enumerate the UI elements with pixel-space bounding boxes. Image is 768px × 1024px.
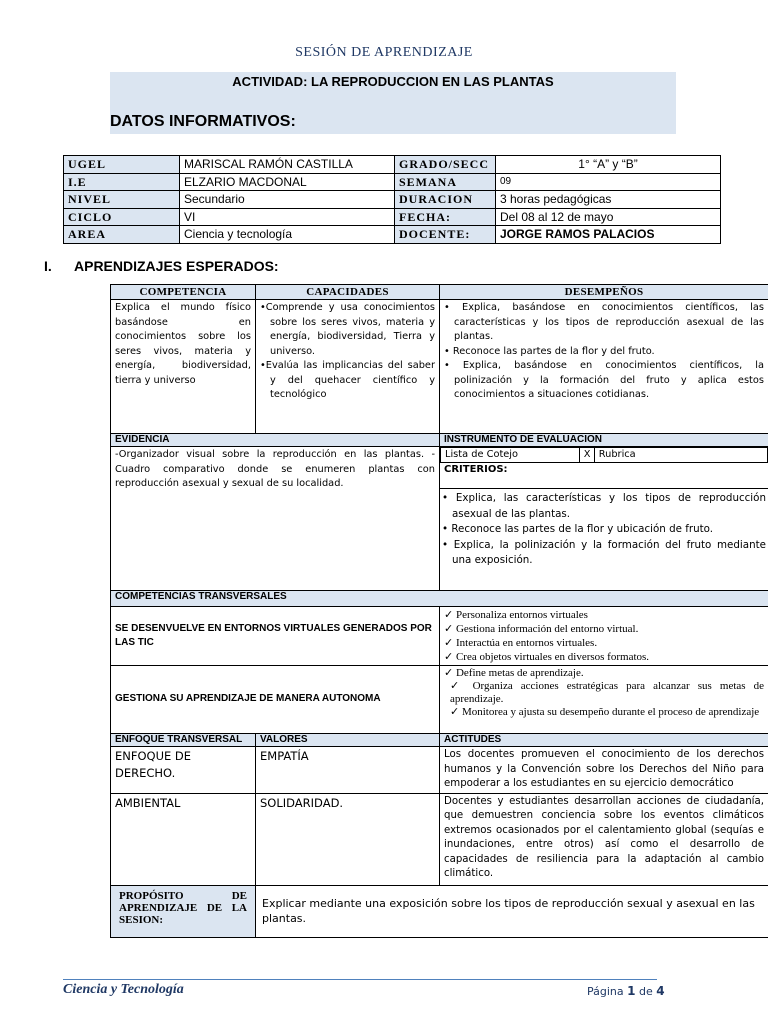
ciclo-label: CICLO xyxy=(64,208,180,226)
area-label: AREA xyxy=(64,226,180,244)
capacidad-text: Comprende y usa conocimientos sobre los seres vivos, materia y energía, biodiversidad, Tierra y universo. xyxy=(265,302,435,357)
datos-informativos-title: DATOS INFORMATIVOS: xyxy=(110,113,296,130)
section-number: I. xyxy=(44,258,52,274)
desempeno-item xyxy=(444,345,764,360)
current-page: 1 xyxy=(627,984,636,998)
bullet-icon: • xyxy=(444,345,450,357)
enfoque-row xyxy=(111,793,768,885)
competencia-header: COMPETENCIA xyxy=(111,285,256,300)
nivel-label: NIVEL xyxy=(64,191,180,209)
enfoque-header: ENFOQUE TRANSVERSAL xyxy=(111,734,256,747)
autonoma-title: GESTIONA SU APRENDIZAJE DE MANERA AUTONOMA xyxy=(111,666,440,734)
check-icon: ✓ xyxy=(444,667,454,679)
page-number xyxy=(587,984,665,998)
actitudes-header: ACTITUDES xyxy=(440,734,768,747)
aprendizajes-header-row xyxy=(111,285,768,300)
instrumento-header: INSTRUMENTO DE EVALUACION xyxy=(440,434,768,447)
autonoma-item-text: Monitorea y ajusta su desempeño durante el proceso de aprendizaje xyxy=(461,706,760,718)
proposito-row xyxy=(111,885,768,937)
check-icon: ✓ xyxy=(444,637,454,649)
tic-item xyxy=(444,650,764,664)
duracion-label: DURACION xyxy=(395,191,496,209)
aprendizajes-row xyxy=(111,300,768,434)
tic-item-text: Interactúa en entornos virtuales. xyxy=(455,637,598,649)
enfoque-actitud: Docentes y estudiantes desarrollan acciones de ciudadanía, que demuestren conciencia sobre los eventos climáticos extremos ocasionados por el calentamiento global (sequías e inundaciones, entre otros) así como el desarrollo de capacidades de resiliencia para la adaptación al cambio climático. xyxy=(440,793,768,885)
transversales-header-row xyxy=(111,591,768,607)
enfoque-row xyxy=(111,747,768,794)
enfoque-value: SOLIDARIDAD. xyxy=(256,793,440,885)
page-word: Página xyxy=(587,985,624,998)
check-icon: ✓ xyxy=(444,609,454,621)
evidencia-header-row xyxy=(111,434,768,447)
desempeno-text: Explica, basándose en conocimientos científicos, la polinización y la formación del fruto y aplica estos conocimientos a situaciones cotidianas. xyxy=(454,360,764,400)
of-word: de xyxy=(639,985,653,998)
info-row-ie xyxy=(64,173,721,191)
autonoma-item xyxy=(444,667,764,680)
criterio-item xyxy=(442,491,766,522)
total-pages: 4 xyxy=(656,984,665,998)
semana-value: 09 xyxy=(496,173,721,191)
desempeno-item xyxy=(444,359,764,403)
autonoma-items xyxy=(440,666,768,734)
autonoma-item xyxy=(444,706,764,719)
capacidad-text: Evalúa las implicancias del saber y del quehacer científico y tecnológico xyxy=(265,360,435,400)
autonoma-item-text: Define metas de aprendizaje. xyxy=(455,667,584,679)
desempeno-item xyxy=(444,301,764,345)
aprendizajes-table xyxy=(110,284,768,938)
rubrica: Rubrica xyxy=(594,448,767,463)
enfoque-actitud: Los docentes promueven el conocimiento de los derechos humanos y la Convención sobre los Derechos del Niño para empoderar a los estudiantes en su ejercicio democrático xyxy=(440,747,768,794)
session-title: SESIÓN DE APRENDIZAJE xyxy=(295,45,473,60)
info-table xyxy=(63,155,721,244)
activity-title: ACTIVIDAD: LA REPRODUCCION EN LAS PLANTAS xyxy=(232,74,554,89)
competencia-cell: Explica el mundo físico basándose en conocimientos sobre los seres vivos, materia y energía, biodiversidad, tierra y universo xyxy=(111,300,256,434)
instrumento-cell xyxy=(440,447,768,591)
info-row-ciclo xyxy=(64,208,721,226)
capacidad-item xyxy=(260,301,435,359)
check-icon: ✓ xyxy=(444,651,454,663)
tic-item-text: Personaliza entornos virtuales xyxy=(455,609,588,621)
fecha-value: Del 08 al 12 de mayo xyxy=(496,208,721,226)
bullet-icon: • xyxy=(442,523,449,535)
criterios-header: CRITERIOS: xyxy=(440,463,768,489)
lista-cotejo: Lista de Cotejo xyxy=(441,448,580,463)
criterio-text: Reconoce las partes de la flor y ubicación de fruto. xyxy=(451,523,714,535)
check-icon: ✓ xyxy=(450,706,460,718)
evidencia-row xyxy=(111,447,768,591)
info-row-ugel xyxy=(64,156,721,174)
enfoques-header-row xyxy=(111,734,768,747)
desempeno-text: Explica, basándose en conocimientos científicos, las características y los tipos de reproducción asexual de las plantas. xyxy=(454,302,764,342)
desempeno-text: Reconoce las partes de la flor y del fruto. xyxy=(452,345,655,357)
criterios-list xyxy=(440,489,768,569)
grado-label: GRADO/SECC xyxy=(395,156,496,174)
valores-header: VALORES xyxy=(256,734,440,747)
criterio-text: Explica, las características y los tipos de reproducción asexual de las plantas. xyxy=(452,492,766,520)
desempenos-header: DESEMPEÑOS xyxy=(440,285,768,300)
section-heading xyxy=(44,258,279,274)
check-icon: ✓ xyxy=(444,623,454,635)
ugel-value: MARISCAL RAMÓN CASTILLA xyxy=(180,156,395,174)
bullet-icon: • xyxy=(260,360,266,371)
bullet-icon: • xyxy=(444,302,450,313)
desempenos-cell xyxy=(440,300,768,434)
evidencia-header: EVIDENCIA xyxy=(111,434,440,447)
ciclo-value: VI xyxy=(180,208,395,226)
info-row-nivel xyxy=(64,191,721,209)
ugel-label: UGEL xyxy=(64,156,180,174)
capacidad-item xyxy=(260,359,435,403)
instrumento-table xyxy=(440,447,768,463)
footer-rule xyxy=(63,979,657,980)
transversales-header: COMPETENCIAS TRANSVERSALES xyxy=(111,591,768,607)
footer-subject: Ciencia y Tecnología xyxy=(63,982,184,997)
bullet-icon: • xyxy=(442,492,449,504)
bullet-icon: • xyxy=(444,360,450,371)
criterio-item xyxy=(442,522,766,538)
evidencia-cell: -Organizador visual sobre la reproducción en las plantas. - Cuadro comparativo donde se enumeren plantas con reproducción asexual y sexual de su localidad. xyxy=(111,447,440,591)
proposito-label: PROPÓSITO DE APRENDIZAJE DE LA SESION: xyxy=(111,885,256,937)
ie-label: I.E xyxy=(64,173,180,191)
proposito-text: Explicar mediante una exposición sobre los tipos de reproducción sexual y asexual en las plantas. xyxy=(256,885,768,937)
nivel-value: Secundario xyxy=(180,191,395,209)
info-row-area xyxy=(64,226,721,244)
fecha-label: FECHA: xyxy=(395,208,496,226)
enfoque-value: EMPATÍA xyxy=(256,747,440,794)
tic-item xyxy=(444,636,764,650)
grado-value: 1° “A” y “B” xyxy=(496,156,721,174)
tic-items xyxy=(440,607,768,666)
ie-value: ELZARIO MACDONAL xyxy=(180,173,395,191)
tic-row xyxy=(111,607,768,666)
autonoma-item xyxy=(444,680,764,706)
semana-label: SEMANA xyxy=(395,173,496,191)
capacidades-cell xyxy=(256,300,440,434)
duracion-value: 3 horas pedagógicas xyxy=(496,191,721,209)
check-icon: ✓ xyxy=(450,680,465,692)
enfoque-name: ENFOQUE DE DERECHO. xyxy=(111,747,256,794)
docente-label: DOCENTE: xyxy=(395,226,496,244)
capacidades-header: CAPACIDADES xyxy=(256,285,440,300)
bullet-icon: • xyxy=(442,538,449,551)
criterio-text: Explica, la polinización y la formación del fruto mediante una exposición. xyxy=(452,538,766,566)
tic-title: SE DESENVUELVE EN ENTORNOS VIRTUALES GENERADOS POR LAS TIC xyxy=(111,607,440,666)
autonoma-row xyxy=(111,666,768,734)
docente-value: JORGE RAMOS PALACIOS xyxy=(496,226,721,244)
autonoma-item-text: Organiza acciones estratégicas para alcanzar sus metas de aprendizaje. xyxy=(450,680,765,705)
criterio-item xyxy=(442,538,766,569)
selected-mark: X xyxy=(580,448,594,463)
tic-item-text: Crea objetos virtuales en diversos formatos. xyxy=(455,651,650,663)
bullet-icon: • xyxy=(260,302,266,313)
tic-item xyxy=(444,608,764,622)
enfoque-name: AMBIENTAL xyxy=(111,793,256,885)
tic-item xyxy=(444,622,764,636)
section-title: APRENDIZAJES ESPERADOS: xyxy=(74,258,279,274)
area-value: Ciencia y tecnología xyxy=(180,226,395,244)
tic-item-text: Gestiona información del entorno virtual. xyxy=(455,623,639,635)
